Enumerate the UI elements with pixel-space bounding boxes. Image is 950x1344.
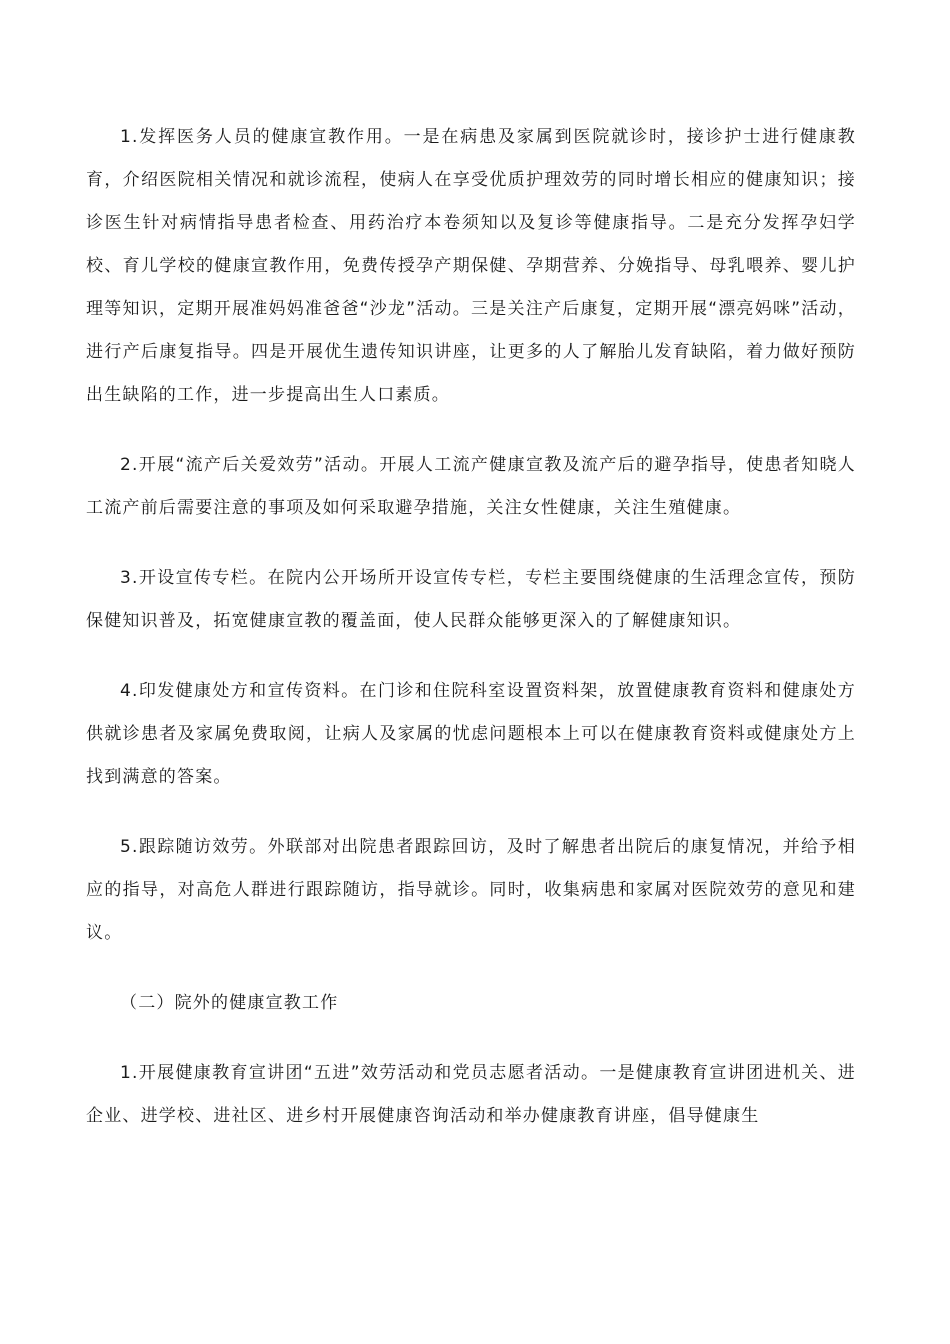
document-body: [86, 116, 856, 1165]
paragraph-publicity-column: 3.开设宣传专栏。在院内公开场所开设宣传专栏，专栏主要围绕健康的生活理念宣传，预防保健知识普及，拓宽健康宣教的覆盖面，使人民群众能够更深入的了解健康知识。: [86, 568, 856, 631]
paragraph-health-prescriptions: 4.印发健康处方和宣传资料。在门诊和住院科室设置资料架，放置健康教育资料和健康处方供就诊患者及家属免费取阅，让病人及家属的忧虑问题根本上可以在健康教育资料或健康处方上找到满意的答案。: [86, 681, 856, 787]
paragraph-post-abortion-care: 2.开展“流产后关爱效劳”活动。开展人工流产健康宣教及流产后的避孕指导，使患者知晓人工流产前后需要注意的事项及如何采取避孕措施，关注女性健康，关注生殖健康。: [86, 455, 856, 518]
paragraph-follow-up-service: 5.跟踪随访效劳。外联部对出院患者跟踪回访，及时了解患者出院后的康复情况，并给予相应的指导，对高危人群进行跟踪随访，指导就诊。同时，收集病患和家属对医院效劳的意见和建议。: [86, 837, 856, 943]
paragraph-five-entries-activity: 1.开展健康教育宣讲团“五进”效劳活动和党员志愿者活动。一是健康教育宣讲团进机关、进企业、进学校、进社区、进乡村开展健康咨询活动和举办健康教育讲座，倡导健康生: [86, 1063, 856, 1126]
section-heading: （二）院外的健康宣教工作: [120, 993, 339, 1013]
paragraph-staff-health-education: 1.发挥医务人员的健康宣教作用。一是在病患及家属到医院就诊时，接诊护士进行健康教育，介绍医院相关情况和就诊流程，使病人在享受优质护理效劳的同时增长相应的健康知识；接诊医生针对病情指导患者检查、用药治疗本卷须知以及复诊等健康指导。二是充分发挥孕妇学校、育儿学校的健康宣教作用，免费传授孕产期保健、孕期营养、分娩指导、母乳喂养、婴儿护理等知识，定期开展准妈妈准爸爸“沙龙”活动。三是关注产后康复，定期开展“漂亮妈咪”活动，进行产后康复指导。四是开展优生遗传知识讲座，让更多的人了解胎儿发育缺陷，着力做好预防出生缺陷的工作，进一步提高出生人口素质。: [86, 127, 856, 405]
